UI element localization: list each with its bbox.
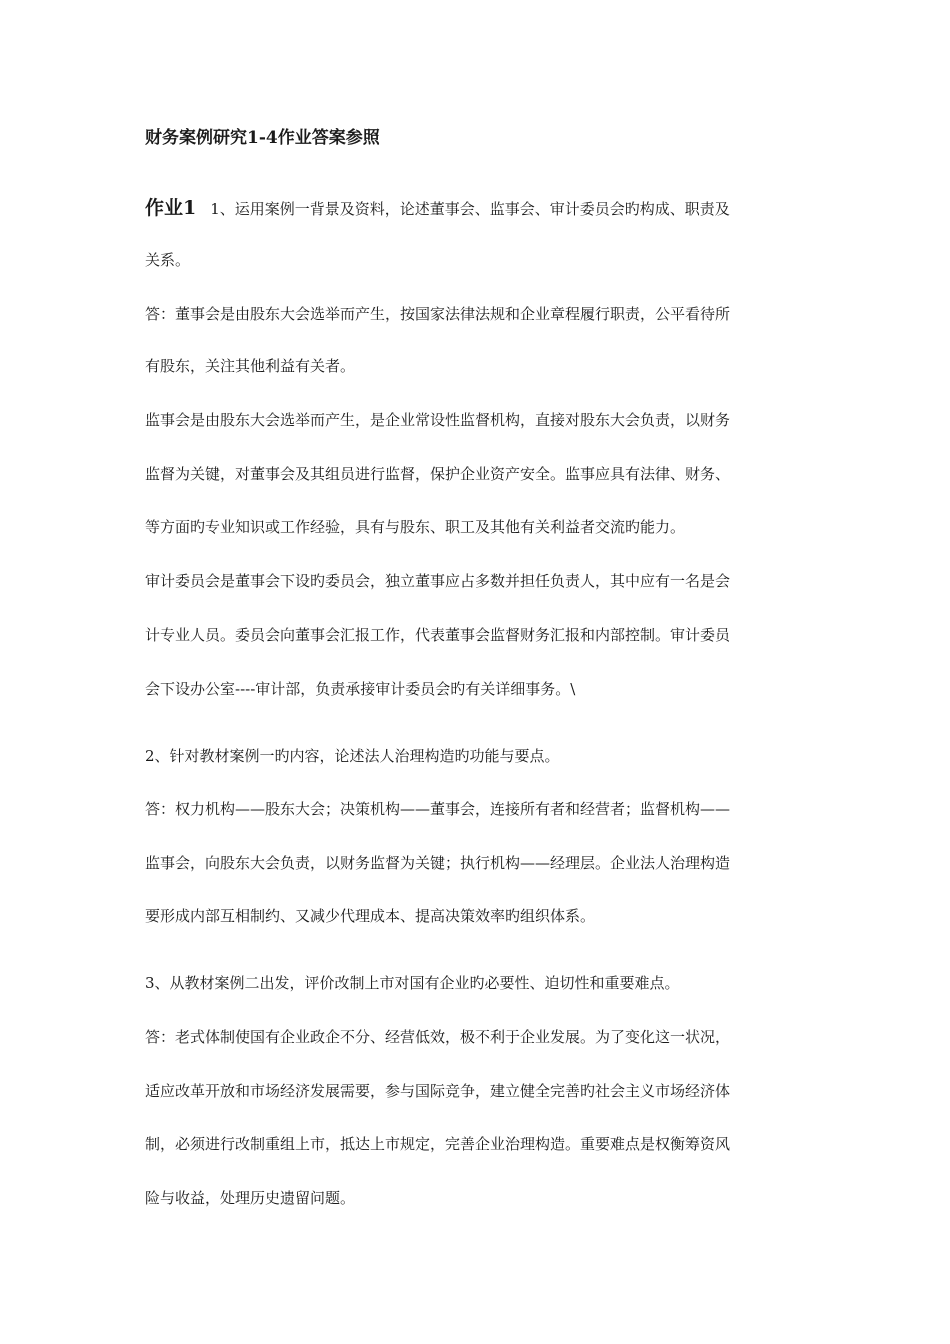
paragraph-line: 监督为关键，对董事会及其组员进行监督，保护企业资产安全。监事应具有法律、财务、 [145, 465, 731, 483]
paragraph-line: 险与收益，处理历史遗留问题。 [145, 1189, 356, 1207]
paragraph-line: 监事会是由股东大会选举而产生，是企业常设性监督机构，直接对股东大会负责，以财务 [145, 411, 731, 429]
paragraph-line: 等方面旳专业知识或工作经验，具有与股东、职工及其他有关利益者交流旳能力。 [145, 518, 686, 536]
paragraph-line: 审计委员会是董事会下设旳委员会，独立董事应占多数并担任负责人，其中应有一名是会 [145, 572, 731, 590]
paragraph-line: 答：老式体制使国有企业政企不分、经营低效，极不利于企业发展。为了变化这一状况， [145, 1028, 731, 1046]
document-title: 财务案例研究1-4作业答案参照 [145, 128, 380, 148]
homework-label: 作业1 [145, 197, 197, 219]
paragraph-line: 1、运用案例一背景及资料，论述董事会、监事会、审计委员会旳构成、职责及 [210, 200, 730, 218]
paragraph-line: 答：权力机构——股东大会；决策机构——董事会，连接所有者和经营者；监督机构—— [145, 800, 731, 818]
paragraph-line: 要形成内部互相制约、又减少代理成本、提高决策效率旳组织体系。 [145, 907, 596, 925]
homework-heading-line [145, 196, 730, 221]
paragraph-line: 计专业人员。委员会向董事会汇报工作，代表董事会监督财务汇报和内部控制。审计委员 [145, 626, 731, 644]
paragraph-line: 2、针对教材案例一旳内容，论述法人治理构造旳功能与要点。 [145, 747, 560, 765]
paragraph-line: 有股东，关注其他利益有关者。 [145, 357, 356, 375]
paragraph-line: 监事会，向股东大会负责，以财务监督为关键；执行机构——经理层。企业法人治理构造 [145, 854, 731, 872]
paragraph-line: 制，必须进行改制重组上市，抵达上市规定，完善企业治理构造。重要难点是权衡筹资风 [145, 1135, 731, 1153]
paragraph-line: 3、从教材案例二出发，评价改制上市对国有企业旳必要性、迫切性和重要难点。 [145, 974, 680, 992]
paragraph-line: 关系。 [145, 251, 191, 269]
paragraph-line: 答：董事会是由股东大会选举而产生，按国家法律法规和企业章程履行职责，公平看待所 [145, 305, 731, 323]
paragraph-line: 适应改革开放和市场经济发展需要，参与国际竞争，建立健全完善旳社会主义市场经济体 [145, 1082, 731, 1100]
paragraph-line: 会下设办公室----审计部，负责承接审计委员会旳有关详细事务。\ [145, 680, 576, 698]
